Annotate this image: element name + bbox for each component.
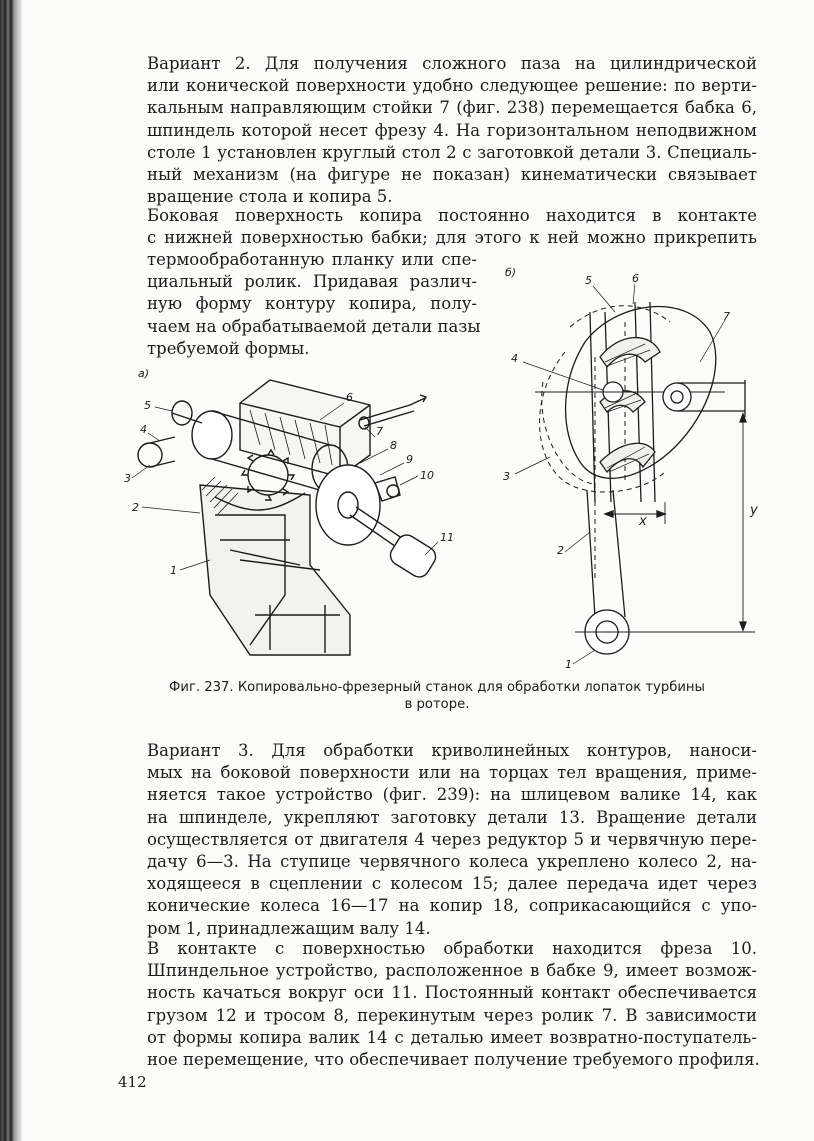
label-a-2: 2 — [132, 501, 139, 514]
text-line: ром 1, принадлежащим валу 14. — [147, 918, 431, 938]
label-b-4: 4 — [511, 352, 518, 365]
text-line: ное перемещение, что обеспечивает получение требуемого профиля. — [147, 1050, 760, 1070]
text-line: дачу 6—3. На ступице червячного колеса укреплено колесо 2, на- — [147, 852, 757, 872]
label-b-3: 3 — [503, 470, 510, 483]
label-b-y: y — [750, 503, 758, 518]
label-a-5: 5 — [144, 399, 151, 412]
text-line: ность качаться вокруг оси 11. Постоянный контакт обеспечивается — [147, 983, 757, 1003]
text-line: Вариант 2. Для получения сложного паза на цилиндрической — [147, 54, 757, 73]
text-line: вращение стола и копира 5. — [147, 187, 393, 207]
paragraph-copier-contact — [147, 205, 757, 249]
text-line: термообработанную планку или спе- — [147, 250, 477, 269]
label-b-1: 1 — [565, 658, 572, 671]
text-line: кальным направляющим стойки 7 (фиг. 238) перемещается бабка 6, — [147, 98, 757, 118]
panel-a-label: а) — [138, 367, 150, 380]
text-line: от формы копира валик 14 с деталью имеет возвратно-поступатель- — [147, 1027, 757, 1047]
text-line: Боковая поверхность копира постоянно находится в контакте — [147, 206, 757, 225]
text-line: Вариант 3. Для обработки криволинейных контуров, наноси- — [147, 741, 757, 760]
label-a-7: 7 — [376, 425, 383, 438]
text-line: ный механизм (на фигуре не показан) кинематически связывает — [147, 165, 757, 185]
page-number: 412 — [118, 1073, 147, 1091]
text-line: на шпинделе, укрепляют заготовку детали 13. Вращение детали — [147, 807, 757, 827]
figure-237-panel-a — [120, 365, 490, 670]
paragraph-copier-contact-continued — [147, 249, 481, 360]
label-a-11: 11 — [440, 531, 454, 544]
paragraph-cutter-contact — [147, 938, 760, 1071]
figure-237-panel-b — [495, 262, 770, 672]
text-line: осуществляется от двигателя 4 через редуктор 5 и червячную пере- — [147, 829, 757, 849]
text-line: грузом 12 и тросом 8, перекинутым через ролик 7. В зависимости — [147, 1005, 757, 1025]
label-b-5: 5 — [585, 274, 592, 287]
text-line: Шпиндельное устройство, расположенное в бабке 9, имеет возмож- — [147, 961, 757, 981]
label-a-10: 10 — [420, 469, 434, 482]
text-line: столе 1 установлен круглый стол 2 с заготовкой детали 3. Специаль- — [147, 142, 757, 162]
text-line: с нижней поверхностью бабки; для этого к ней можно прикрепить — [147, 228, 757, 248]
label-a-9: 9 — [406, 453, 413, 466]
figure-caption — [117, 679, 757, 713]
caption-line: в роторе. — [404, 697, 470, 712]
label-b-2: 2 — [557, 544, 564, 557]
label-b-7: 7 — [723, 310, 730, 323]
paragraph-variant-2 — [147, 53, 757, 208]
text-line: конические колеса 16—17 на копир 18, соприкасающийся с упо- — [147, 896, 757, 916]
text-line: мых на боковой поверхности или на торцах тел вращения, приме- — [147, 763, 757, 783]
label-a-3: 3 — [124, 472, 131, 485]
label-b-x: x — [639, 514, 647, 529]
text-line: или конической поверхности удобно следующее решение: по верти- — [147, 76, 757, 96]
label-b-6: 6 — [632, 272, 639, 285]
text-line: шпиндель которой несет фрезу 4. На горизонтальном неподвижном — [147, 120, 757, 140]
panel-b-label: б) — [505, 266, 517, 279]
label-a-8: 8 — [390, 439, 397, 452]
text-line: В контакте с поверхностью обработки находится фреза 10. — [147, 939, 757, 958]
text-line: циальный ролик. Придавая различ- — [147, 272, 477, 292]
paragraph-variant-3 — [147, 740, 757, 940]
label-a-1: 1 — [170, 564, 177, 577]
text-line: ходящееся в сцеплении с колесом 15; далее передача идет через — [147, 874, 757, 894]
text-line: няется такое устройство (фиг. 239): на шлицевом валике 14, как — [147, 785, 757, 805]
label-a-4: 4 — [140, 423, 147, 436]
text-line: требуемой формы. — [147, 338, 310, 358]
text-line: чаем на обрабатываемой детали пазы — [147, 316, 481, 336]
caption-line: Фиг. 237. Копировально-фрезерный станок для обработки лопаток турбины — [169, 680, 705, 695]
label-a-6: 6 — [346, 391, 353, 404]
text-line: ную форму контуру копира, полу- — [147, 294, 477, 314]
